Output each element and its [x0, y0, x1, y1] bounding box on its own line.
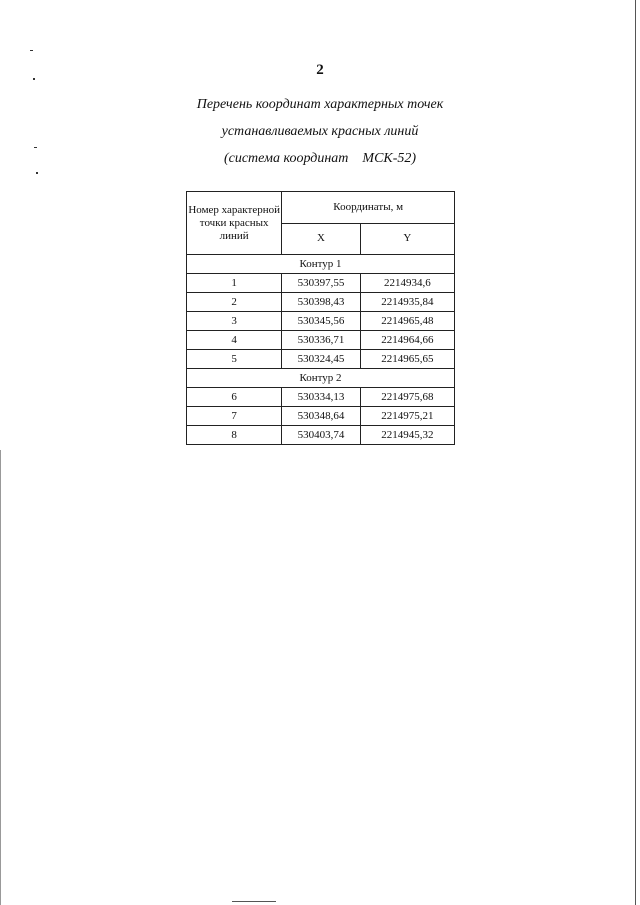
- table-row: [187, 388, 455, 407]
- y-coordinate-cell: 2214945,32: [360, 426, 454, 445]
- y-coordinate-cell: 2214935,84: [360, 293, 454, 312]
- contour-row: [187, 255, 455, 274]
- y-coordinate-cell: 2214964,66: [360, 331, 454, 350]
- header-point-number: Номер характерной точки красных линий: [187, 192, 282, 255]
- contour-label: Контур 2: [187, 369, 455, 388]
- point-number-cell: 2: [187, 293, 282, 312]
- x-coordinate-cell: 530336,71: [282, 331, 360, 350]
- header-coordinates: Координаты, м: [282, 192, 455, 224]
- table-row: [187, 407, 455, 426]
- point-number-cell: 6: [187, 388, 282, 407]
- x-coordinate-cell: 530345,56: [282, 312, 360, 331]
- table-row: [187, 312, 455, 331]
- table-row: [187, 274, 455, 293]
- x-coordinate-cell: 530403,74: [282, 426, 360, 445]
- scan-speck: [36, 172, 38, 174]
- x-coordinate-cell: 530397,55: [282, 274, 360, 293]
- coordinates-table: [186, 191, 455, 445]
- header-y: Y: [360, 223, 454, 255]
- document-title: [0, 91, 640, 172]
- table-row: [187, 331, 455, 350]
- y-coordinate-cell: 2214975,21: [360, 407, 454, 426]
- table-row: [187, 426, 455, 445]
- x-coordinate-cell: 530348,64: [282, 407, 360, 426]
- contour-label: Контур 1: [187, 255, 455, 274]
- table-row: [187, 350, 455, 369]
- page-number: 2: [316, 62, 324, 78]
- scan-speck: [30, 50, 33, 51]
- title-line-2: устанавливаемых красных линий: [221, 124, 419, 139]
- x-coordinate-cell: 530334,13: [282, 388, 360, 407]
- scan-left-edge: [0, 450, 1, 905]
- point-number-cell: 3: [187, 312, 282, 331]
- x-coordinate-cell: 530398,43: [282, 293, 360, 312]
- y-coordinate-cell: 2214934,6: [360, 274, 454, 293]
- y-coordinate-cell: 2214965,48: [360, 312, 454, 331]
- point-number-cell: 7: [187, 407, 282, 426]
- y-coordinate-cell: 2214965,65: [360, 350, 454, 369]
- x-coordinate-cell: 530324,45: [282, 350, 360, 369]
- point-number-cell: 1: [187, 274, 282, 293]
- y-coordinate-cell: 2214975,68: [360, 388, 454, 407]
- header-x: X: [282, 223, 360, 255]
- point-number-cell: 8: [187, 426, 282, 445]
- title-line-3: (система координат МСК-52): [223, 151, 417, 166]
- table-row: [187, 293, 455, 312]
- point-number-cell: 4: [187, 331, 282, 350]
- point-number-cell: 5: [187, 350, 282, 369]
- scan-bottom-stroke: [232, 901, 276, 902]
- title-line-1: Перечень координат характерных точек: [196, 97, 444, 112]
- contour-row: [187, 369, 455, 388]
